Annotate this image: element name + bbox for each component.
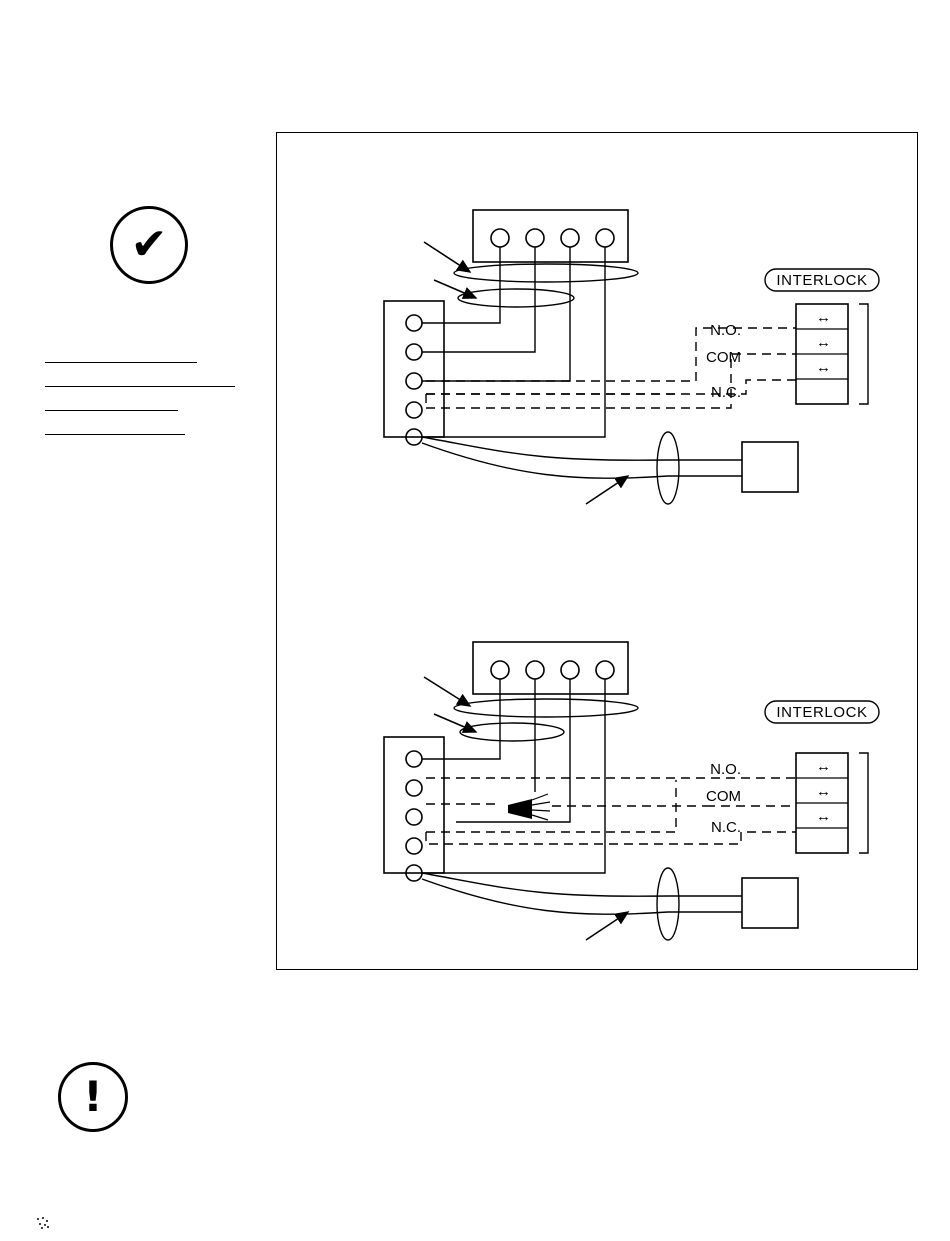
top-cable-grommet <box>657 432 679 504</box>
top-arrow-3 <box>586 476 628 504</box>
check-mark-glyph: ✔ <box>130 219 168 270</box>
svg-text:↔: ↔ <box>816 783 831 800</box>
top-device-box <box>742 442 798 492</box>
note-rule-4 <box>45 434 185 435</box>
svg-text:↔: ↔ <box>816 359 831 376</box>
bottom-label-no: N.O. <box>710 761 741 778</box>
exclamation-glyph: ! <box>83 1072 103 1121</box>
bottom-arrow-2 <box>434 714 476 732</box>
top-label-nc: N.C. <box>711 384 741 401</box>
wiring-diagram-svg <box>276 132 918 970</box>
bottom-label-nc: N.C. <box>711 819 741 836</box>
bottom-arrow-3 <box>586 912 628 940</box>
note-rule-2 <box>45 386 235 387</box>
bottom-crimp-splice-icon <box>508 794 550 820</box>
top-arrow-1 <box>424 242 470 272</box>
bottom-interlock-module <box>796 753 868 853</box>
bottom-arrow-1 <box>424 677 470 706</box>
svg-text:↔: ↔ <box>816 758 831 775</box>
svg-text:↔: ↔ <box>816 334 831 351</box>
top-label-no: N.O. <box>710 322 741 339</box>
top-cable-tie-outer <box>454 264 638 282</box>
note-rule-3 <box>45 410 178 411</box>
svg-text:↔: ↔ <box>816 808 831 825</box>
bottom-interlock-caption <box>765 701 879 723</box>
bottom-cable-grommet <box>657 868 679 940</box>
top-interlock-module <box>796 304 868 404</box>
top-device-cable <box>422 437 742 478</box>
note-rule-1 <box>45 362 197 363</box>
top-label-com: COM <box>706 349 741 366</box>
bottom-cable-tie-outer <box>454 699 638 717</box>
speckle-mark-icon <box>36 1216 50 1230</box>
exclamation-icon <box>58 1062 128 1132</box>
top-interlock-caption <box>765 269 879 291</box>
diagram-top <box>384 210 879 504</box>
diagram-bottom <box>384 642 879 940</box>
bottom-device-cable <box>422 873 742 914</box>
svg-text:↔: ↔ <box>816 309 831 326</box>
top-arrow-2 <box>434 280 476 298</box>
top-interlock-label: INTERLOCK <box>776 272 868 289</box>
bottom-device-box <box>742 878 798 928</box>
bottom-label-com: COM <box>706 788 741 805</box>
check-mark-icon <box>110 206 188 284</box>
bottom-interlock-label: INTERLOCK <box>776 704 868 721</box>
